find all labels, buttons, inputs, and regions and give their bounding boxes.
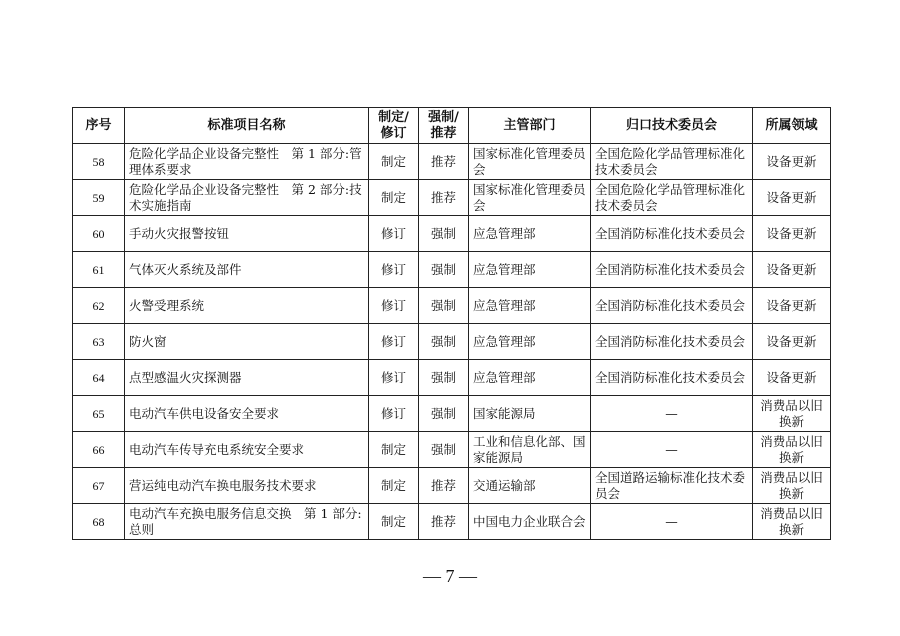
cell-department: 应急管理部 (469, 216, 591, 252)
header-seq: 序号 (73, 108, 125, 144)
cell-technical-committee: 全国道路运输标准化技术委员会 (591, 468, 753, 504)
page-number: — 7 — (423, 566, 477, 586)
cell-formulate-revise: 修订 (369, 216, 419, 252)
cell-technical-committee: 全国消防标准化技术委员会 (591, 324, 753, 360)
cell-mandatory-recommended: 强制 (419, 216, 469, 252)
table-row (73, 360, 831, 396)
cell-formulate-revise: 制定 (369, 144, 419, 180)
cell-field: 设备更新 (753, 360, 831, 396)
cell-technical-committee: 全国危险化学品管理标准化技术委员会 (591, 144, 753, 180)
header-mandatory-recommended: 强制/ 推荐 (419, 108, 469, 144)
cell-seq: 58 (73, 144, 125, 180)
cell-project-name: 手动火灾报警按钮 (125, 216, 369, 252)
table-row (73, 252, 831, 288)
table-row (73, 468, 831, 504)
table-row (73, 180, 831, 216)
cell-formulate-revise: 修订 (369, 324, 419, 360)
cell-mandatory-recommended: 推荐 (419, 180, 469, 216)
cell-technical-committee: — (591, 432, 753, 468)
cell-mandatory-recommended: 强制 (419, 252, 469, 288)
cell-department: 应急管理部 (469, 324, 591, 360)
cell-field: 设备更新 (753, 324, 831, 360)
cell-seq: 59 (73, 180, 125, 216)
cell-seq: 61 (73, 252, 125, 288)
cell-formulate-revise: 制定 (369, 180, 419, 216)
cell-seq: 65 (73, 396, 125, 432)
cell-field: 消费品以旧换新 (753, 396, 831, 432)
cell-technical-committee: 全国危险化学品管理标准化技术委员会 (591, 180, 753, 216)
header-project-name: 标准项目名称 (125, 108, 369, 144)
cell-formulate-revise: 修订 (369, 360, 419, 396)
cell-department: 应急管理部 (469, 252, 591, 288)
cell-formulate-revise: 修订 (369, 252, 419, 288)
cell-project-name: 气体灭火系统及部件 (125, 252, 369, 288)
table-row (73, 288, 831, 324)
table-row (73, 432, 831, 468)
cell-department: 应急管理部 (469, 288, 591, 324)
cell-mandatory-recommended: 强制 (419, 360, 469, 396)
table-row (73, 396, 831, 432)
cell-department: 国家能源局 (469, 396, 591, 432)
cell-project-name: 危险化学品企业设备完整性 第 1 部分:管理体系要求 (125, 144, 369, 180)
cell-seq: 66 (73, 432, 125, 468)
cell-mandatory-recommended: 强制 (419, 288, 469, 324)
cell-field: 设备更新 (753, 252, 831, 288)
cell-formulate-revise: 制定 (369, 504, 419, 540)
cell-formulate-revise: 制定 (369, 432, 419, 468)
cell-project-name: 火警受理系统 (125, 288, 369, 324)
cell-seq: 60 (73, 216, 125, 252)
cell-department: 国家标准化管理委员会 (469, 180, 591, 216)
cell-seq: 68 (73, 504, 125, 540)
cell-mandatory-recommended: 强制 (419, 324, 469, 360)
cell-seq: 64 (73, 360, 125, 396)
cell-seq: 67 (73, 468, 125, 504)
cell-field: 设备更新 (753, 144, 831, 180)
cell-field: 设备更新 (753, 180, 831, 216)
table-header-row (73, 108, 831, 144)
cell-department: 工业和信息化部、国家能源局 (469, 432, 591, 468)
cell-technical-committee: — (591, 504, 753, 540)
cell-mandatory-recommended: 强制 (419, 432, 469, 468)
cell-seq: 63 (73, 324, 125, 360)
cell-project-name: 营运纯电动汽车换电服务技术要求 (125, 468, 369, 504)
cell-mandatory-recommended: 推荐 (419, 144, 469, 180)
cell-technical-committee: 全国消防标准化技术委员会 (591, 288, 753, 324)
cell-field: 消费品以旧换新 (753, 504, 831, 540)
cell-department: 中国电力企业联合会 (469, 504, 591, 540)
header-department: 主管部门 (469, 108, 591, 144)
cell-mandatory-recommended: 推荐 (419, 504, 469, 540)
cell-technical-committee: 全国消防标准化技术委员会 (591, 216, 753, 252)
cell-project-name: 点型感温火灾探测器 (125, 360, 369, 396)
cell-technical-committee: 全国消防标准化技术委员会 (591, 360, 753, 396)
cell-project-name: 电动汽车传导充电系统安全要求 (125, 432, 369, 468)
standards-table (72, 107, 831, 540)
header-technical-committee: 归口技术委员会 (591, 108, 753, 144)
cell-formulate-revise: 修订 (369, 396, 419, 432)
cell-field: 设备更新 (753, 288, 831, 324)
cell-department: 应急管理部 (469, 360, 591, 396)
cell-field: 消费品以旧换新 (753, 432, 831, 468)
table-row (73, 324, 831, 360)
cell-seq: 62 (73, 288, 125, 324)
cell-department: 交通运输部 (469, 468, 591, 504)
table-row (73, 144, 831, 180)
cell-project-name: 防火窗 (125, 324, 369, 360)
cell-formulate-revise: 制定 (369, 468, 419, 504)
cell-project-name: 危险化学品企业设备完整性 第 2 部分:技术实施指南 (125, 180, 369, 216)
header-formulate-revise: 制定/ 修订 (369, 108, 419, 144)
table-row (73, 504, 831, 540)
header-field: 所属领域 (753, 108, 831, 144)
cell-department: 国家标准化管理委员会 (469, 144, 591, 180)
cell-project-name: 电动汽车供电设备安全要求 (125, 396, 369, 432)
cell-field: 设备更新 (753, 216, 831, 252)
cell-mandatory-recommended: 推荐 (419, 468, 469, 504)
cell-project-name: 电动汽车充换电服务信息交换 第 1 部分:总则 (125, 504, 369, 540)
cell-technical-committee: — (591, 396, 753, 432)
cell-formulate-revise: 修订 (369, 288, 419, 324)
cell-field: 消费品以旧换新 (753, 468, 831, 504)
table-row (73, 216, 831, 252)
cell-mandatory-recommended: 强制 (419, 396, 469, 432)
cell-technical-committee: 全国消防标准化技术委员会 (591, 252, 753, 288)
